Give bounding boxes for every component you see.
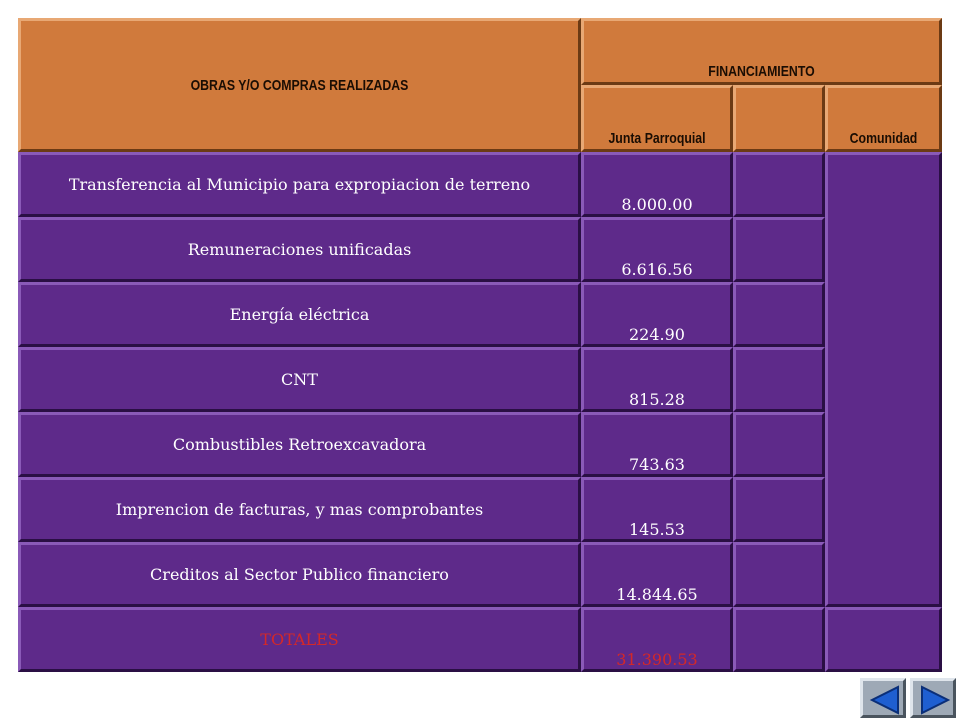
row-label (18, 477, 581, 542)
next-slide-button[interactable] (910, 678, 956, 718)
row-label-text: Transferencia al Municipio para expropiacion de terreno (68, 175, 531, 194)
row-blank (733, 152, 825, 217)
row-junta-value (581, 347, 733, 412)
row-junta-value-text: 145.53 (629, 520, 685, 539)
row-label (18, 217, 581, 282)
header-obras (18, 18, 581, 152)
row-label-text: Combustibles Retroexcavadora (172, 435, 427, 454)
row-junta-value (581, 542, 733, 607)
totals-blank (733, 607, 825, 672)
totals-label: TOTALES (260, 630, 339, 649)
row-label-text: Creditos al Sector Publico financiero (150, 565, 449, 584)
header-blank (733, 85, 825, 152)
row-junta-value-text: 14.844.65 (616, 585, 698, 604)
row-blank (733, 282, 825, 347)
row-label (18, 152, 581, 217)
row-blank (733, 217, 825, 282)
header-junta-label: Junta Parroquial (608, 130, 706, 147)
row-label-text: Remuneraciones unificadas (187, 240, 412, 259)
row-label (18, 282, 581, 347)
row-junta-value-text: 8.000.00 (621, 195, 693, 214)
financing-table (18, 18, 942, 672)
row-label (18, 542, 581, 607)
row-junta-value (581, 217, 733, 282)
header-obras-label: OBRAS Y/O COMPRAS REALIZADAS (190, 77, 409, 94)
header-junta-parroquial (581, 85, 733, 152)
row-junta-value (581, 152, 733, 217)
row-label-text: CNT (281, 370, 318, 389)
row-label (18, 412, 581, 477)
triangle-right-icon (918, 685, 952, 715)
row-blank (733, 347, 825, 412)
triangle-left-icon (868, 685, 902, 715)
row-junta-value-text: 815.28 (629, 390, 685, 409)
row-blank (733, 412, 825, 477)
comunidad-merged-cell (825, 152, 942, 607)
totals-label-cell (18, 607, 581, 672)
totals-comunidad-cell (825, 607, 942, 672)
totals-junta-cell (581, 607, 733, 672)
previous-slide-button[interactable] (860, 678, 906, 718)
row-blank (733, 542, 825, 607)
header-comunidad-label: Comunidad (849, 130, 918, 147)
row-blank (733, 477, 825, 542)
row-junta-value-text: 743.63 (629, 455, 685, 474)
row-label (18, 347, 581, 412)
row-junta-value (581, 282, 733, 347)
row-label-text: Energía eléctrica (229, 305, 370, 324)
row-junta-value (581, 477, 733, 542)
totals-junta-value: 31.390.53 (616, 650, 698, 669)
row-junta-value (581, 412, 733, 477)
header-financiamiento-label: FINANCIAMIENTO (708, 63, 815, 80)
row-label-text: Imprencion de facturas, y mas comprobantes (115, 500, 484, 519)
row-junta-value-text: 224.90 (629, 325, 685, 344)
header-comunidad (825, 85, 942, 152)
row-junta-value-text: 6.616.56 (621, 260, 693, 279)
header-financiamiento (581, 18, 942, 85)
